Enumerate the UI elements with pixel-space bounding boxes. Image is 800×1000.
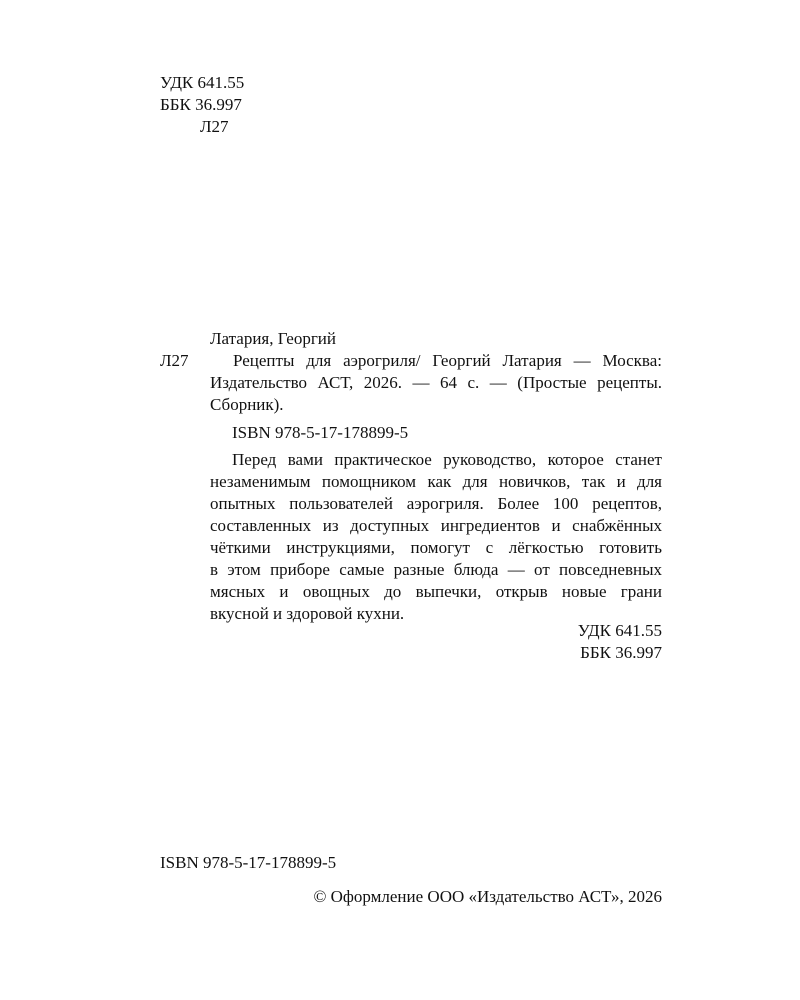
annotation-line: в этом приборе самые разные блюда — от повседневных xyxy=(210,560,662,579)
annotation-line: мясных и овощных до выпечки, открыв новые грани xyxy=(210,582,662,601)
bottom-isbn: ISBN 978-5-17-178899-5 xyxy=(160,853,337,872)
description-line: Издательство АСТ, 2026. — 64 с. — (Простые рецепты. xyxy=(210,373,662,392)
card-annotation xyxy=(210,449,662,625)
top-author-sign: Л27 xyxy=(200,117,229,136)
annotation-line: вкусной и здоровой кухни. xyxy=(210,604,405,623)
copyright-notice: © Оформление ООО «Издательство АСТ», 2026 xyxy=(313,887,662,906)
card-udk-code: УДК 641.55 xyxy=(577,621,662,640)
top-bbk-code: ББК 36.997 xyxy=(160,95,242,114)
annotation-line: чёткими инструкциями, помогут с лёгкостью готовить xyxy=(210,538,662,557)
annotation-line: составленных из доступных ингредиентов и снабжённых xyxy=(210,516,662,535)
card-bbk-code: ББК 36.997 xyxy=(580,643,662,662)
card-author-sign: Л27 xyxy=(160,351,189,370)
card-isbn: ISBN 978-5-17-178899-5 xyxy=(232,423,409,442)
card-bibliographic-description xyxy=(210,350,662,416)
top-classification-block xyxy=(160,72,244,138)
annotation-line: опытных пользователей аэрогриля. Более 100 рецептов, xyxy=(210,494,662,513)
annotation-line: Перед вами практическое руководство, которое станет xyxy=(232,450,662,469)
description-line: Рецепты для аэрогриля/ Георгий Латария — Москва: xyxy=(233,351,662,370)
annotation-line: незаменимым помощником как для новичков, так и для xyxy=(210,472,662,491)
card-classification-block xyxy=(462,620,662,664)
card-author-name: Латария, Георгий xyxy=(210,329,336,348)
top-udk-code: УДК 641.55 xyxy=(160,73,245,92)
description-line: Сборник). xyxy=(210,395,284,414)
